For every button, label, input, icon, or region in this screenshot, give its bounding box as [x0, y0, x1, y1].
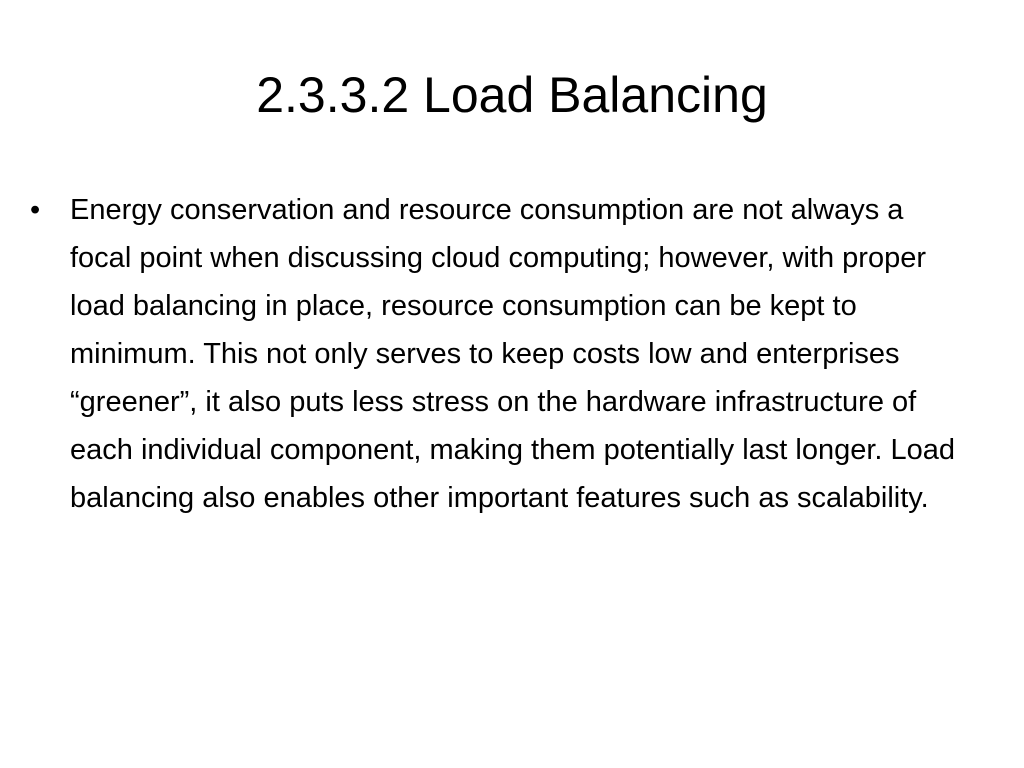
- slide-title: 2.3.3.2 Load Balancing: [256, 67, 768, 123]
- bullet-text: Energy conservation and resource consumption are not always a focal point when discussing cloud computing; however, with proper load balancing in place, resource consumption can be kept to minimum. This not only serves to keep costs low and enterprises “greener”, it also puts less stress on the hardware infrastructure of each individual component, making them potentially last longer. Load balancing also enables other important features such as scalability.: [70, 194, 956, 514]
- bullet-item: [30, 186, 960, 522]
- bullet-marker: •: [30, 194, 41, 226]
- bullet-list: [30, 186, 960, 522]
